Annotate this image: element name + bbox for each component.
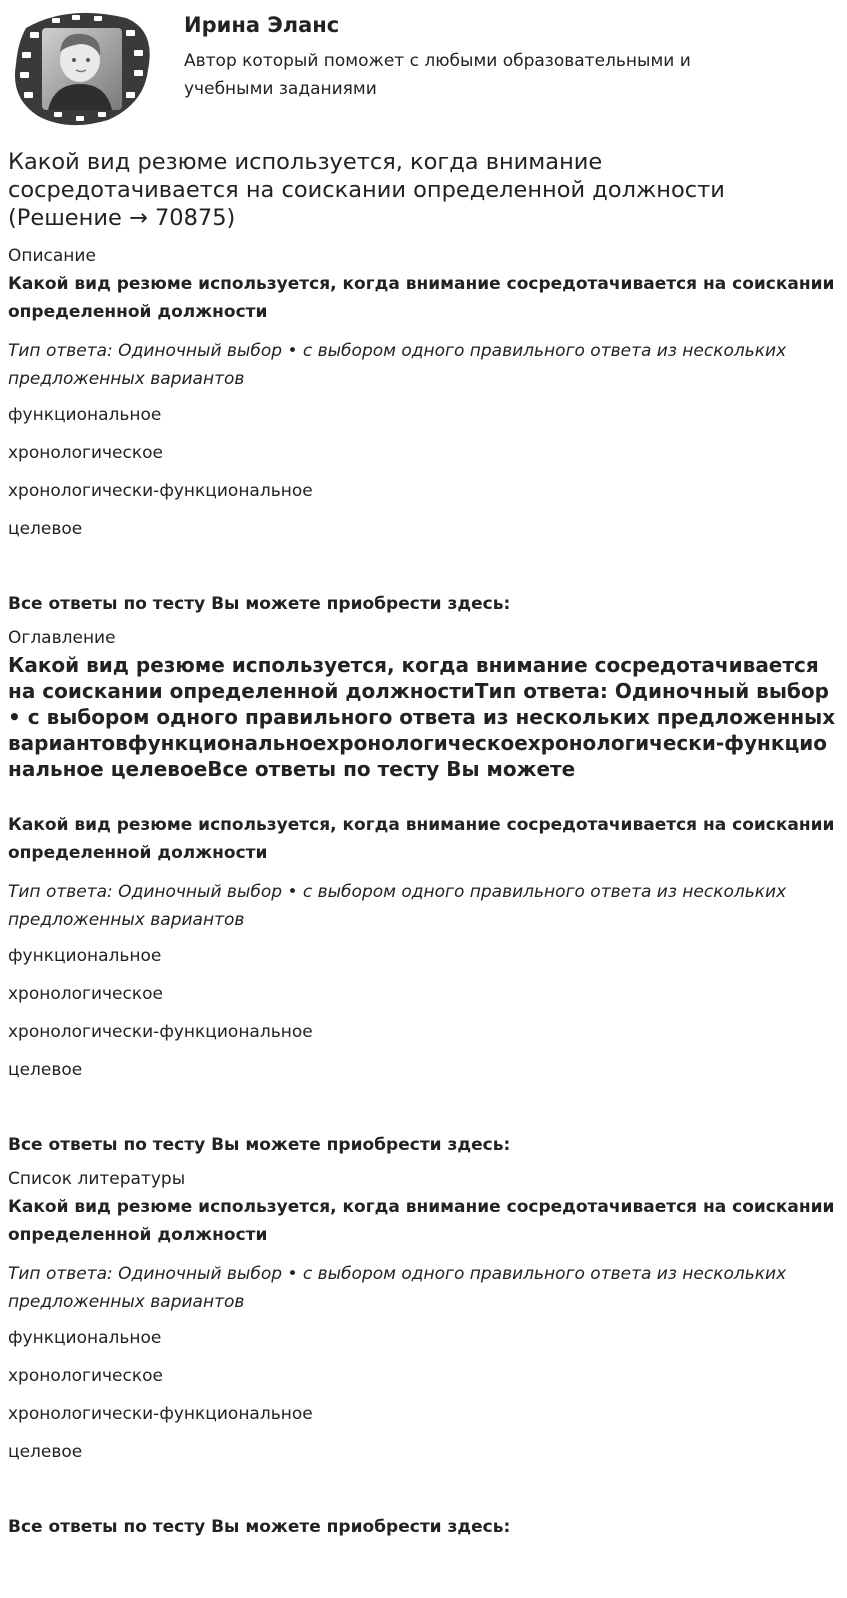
purchase-note: Все ответы по тесту Вы можете приобрести здесь:: [8, 1135, 511, 1155]
page-title: Какой вид резюме используется, когда внимание сосредотачивается на соискании определенной должности (Решение → 70875): [8, 149, 725, 231]
purchase-note: Все ответы по тесту Вы можете приобрести здесь:: [8, 1517, 511, 1537]
option-item: хронологически-функциональное: [8, 481, 313, 501]
option-item: целевое: [8, 1442, 83, 1462]
option-item: хронологически-функциональное: [8, 1404, 313, 1424]
option-item: целевое: [8, 519, 83, 539]
question-text: Какой вид резюме используется, когда внимание сосредотачивается на соискании определенной должности: [8, 274, 835, 322]
section-label-bibliography: Список литературы: [8, 1169, 186, 1189]
option-item: функциональное: [8, 946, 162, 966]
option-item: хронологически-функциональное: [8, 1022, 313, 1042]
author-avatar[interactable]: [8, 8, 178, 128]
section-label-description: Описание: [8, 246, 96, 266]
option-item: хронологическое: [8, 443, 163, 463]
author-card: [8, 0, 839, 130]
option-item: хронологическое: [8, 984, 163, 1004]
option-item: целевое: [8, 1060, 83, 1080]
answer-type: Тип ответа: Одиночный выбор • с выбором одного правильного ответа из нескольких предложенных вариантов: [8, 341, 787, 389]
answer-type: Тип ответа: Одиночный выбор • с выбором одного правильного ответа из нескольких предложенных вариантов: [8, 882, 787, 930]
purchase-note: Все ответы по тесту Вы можете приобрести здесь:: [8, 594, 511, 614]
photo-film-frame-icon: [8, 8, 158, 128]
option-item: функциональное: [8, 1328, 162, 1348]
section-label-toc: Оглавление: [8, 628, 116, 648]
toc-summary: Какой вид резюме используется, когда внимание сосредотачивается на соискании определенной должностиТип ответа: Одиночный выбор • с выбором одного правильного ответа из нескольких предложенных вариантовфункциональноехронологическоехронологически-функциональное целевоеВсе ответы по тесту Вы можете: [8, 653, 836, 781]
author-description: Автор который поможет с любыми образовательными и учебными заданиями: [184, 51, 691, 99]
question-text: Какой вид резюме используется, когда внимание сосредотачивается на соискании определенной должности: [8, 815, 835, 863]
option-item: функциональное: [8, 405, 162, 425]
question-text: Какой вид резюме используется, когда внимание сосредотачивается на соискании определенной должности: [8, 1197, 835, 1245]
answer-type: Тип ответа: Одиночный выбор • с выбором одного правильного ответа из нескольких предложенных вариантов: [8, 1264, 787, 1312]
author-name[interactable]: Ирина Эланс: [184, 13, 340, 37]
option-item: хронологическое: [8, 1366, 163, 1386]
author-info: [178, 8, 784, 130]
